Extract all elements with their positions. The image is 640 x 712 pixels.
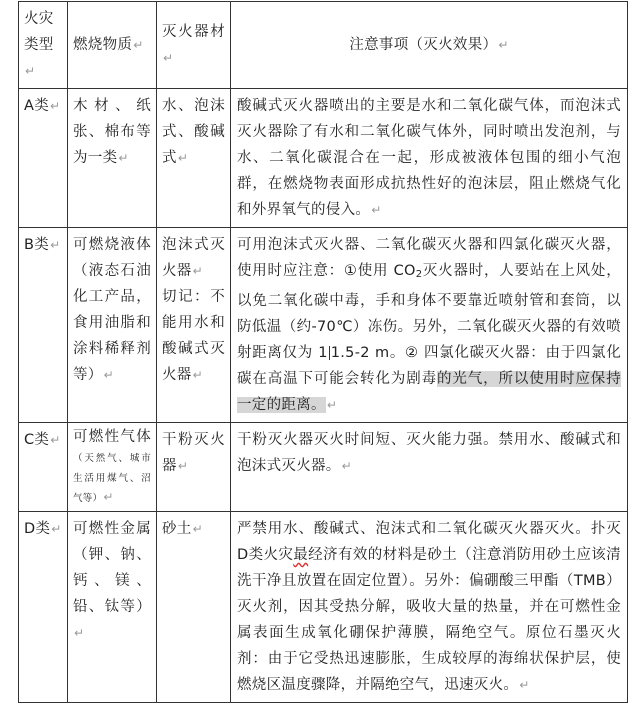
paragraph-mark: ↵ [51,522,62,536]
cell-extinguisher [157,228,231,423]
cell-material [68,512,157,703]
cell-notes [231,512,628,703]
paragraph-mark: ↵ [50,238,61,252]
paragraph-mark: ↵ [50,99,61,113]
paragraph-mark: ↵ [163,51,174,65]
cell-notes [231,89,628,228]
table-row-a [19,89,628,228]
paragraph-mark: ↵ [341,459,352,473]
paragraph-mark: ↵ [192,368,203,382]
paragraph-mark: ↵ [326,398,338,412]
header-material-label: 燃烧物质 [73,37,133,53]
cell-extinguisher [157,512,231,703]
paragraph-mark: ↵ [74,626,85,640]
paragraph-mark: ↵ [192,522,203,536]
cell-type [19,512,68,703]
cell-type [19,89,68,228]
table-header-row [19,2,628,89]
notes-text: 可用泡沫式灭火器、二氧化碳灭火器和四氯化碳灭火器，使用时应注意：①使用 CO [237,237,621,279]
header-extinguisher-label: 灭火器材 [162,24,225,40]
paragraph-mark: ↵ [498,38,509,52]
extinguisher-text: 泡沫式灭火器 [162,237,225,279]
header-extinguisher [157,2,231,89]
paragraph-mark: ↵ [103,490,114,504]
cell-extinguisher [157,423,231,512]
paragraph-mark: ↵ [103,368,114,382]
cell-material [68,423,157,512]
cell-notes [231,228,628,423]
notes-text-continued: 灭火器时，人要站在上风处，以免二氧化碳中毒，手和身体不要靠近喷射管和套筒，以防低温（约-70℃）冻伤。另外，二氧化碳灭火器的有效喷射距离仅为 1 [237,263,621,361]
paragraph-mark: ↵ [177,459,189,473]
cell-type [19,228,68,423]
material-note-small: （天然气、城市生活用煤气、沼气等） [73,453,151,504]
cell-material [68,89,157,228]
header-fire-type-label: 火灾类型 [24,11,54,53]
material-text: 可燃烧液体（液态石油化工产品，食用油脂和涂料稀释剂等） [73,237,151,383]
text-cursor [329,346,330,360]
paragraph-mark: ↵ [192,264,203,278]
paragraph-mark: ↵ [371,203,382,217]
extinguisher-text: 水、泡沫式、酸碱式 [162,98,225,166]
notes-highlighted-text: 的光气，所以使用时应保持一定的距离。 [237,371,621,413]
notes-text-range: 1.5-2 m。② 四氯化碳灭火器：由于四氯化碳在高温下可能会转化为剧毒 [237,345,621,387]
notes-text: 干粉灭火器灭火时间短、灭火能力强。禁用水、酸碱式和泡沫式灭火器。 [237,432,621,474]
table-row-b [19,228,628,423]
table-row-d [19,512,628,703]
notes-text: 酸碱式灭火器喷出的主要是水和二氧化碳气体，而泡沫式灭火器除了有水和二氧化碳气体外，同时喷出发泡剂，与水、二氧化碳混合在一起，形成被液体包围的细小气泡群，在燃烧物表面形成抗热性好的泡沫层，阻止燃烧气化和外界氧气的侵入。 [237,98,621,218]
spellcheck-underlined-text: 最 [293,547,309,563]
cell-material [68,228,157,423]
cell-extinguisher [157,89,231,228]
header-fire-type [19,2,68,89]
cell-notes [231,423,628,512]
paragraph-mark: ↵ [25,64,36,78]
paragraph-mark: ↵ [177,151,189,165]
material-text: 木材、纸张、棉布等为一类 [73,98,151,166]
material-text: 可燃性金属（钾、钠、钙、镁、铅、钛等） [73,521,151,615]
header-notes [231,2,628,89]
fire-extinguisher-table [18,1,628,703]
fire-type-label: B类 [24,237,50,253]
fire-type-label: C类 [24,432,50,448]
paragraph-mark: ↵ [133,38,144,52]
header-notes-label: 注意事项（灭火效果） [349,37,498,53]
header-material [68,2,157,89]
fire-type-label: A类 [24,98,50,114]
notes-text-continued: 经济有效的材料是砂土（注意消防用砂土应该清洗干净且放置在固定位置）。另外：偏硼酸三甲酯（TMB）灭火剂，因其受热分解，吸收大量的热量，并在可燃性金属表面生成氧化硼保护薄膜，隔绝空气。原位石墨灭火剂：由于它受热迅速膨胀，生成较厚的海绵状保护层，使燃烧区温度骤降，并隔绝空气，迅速灭火。 [237,547,621,693]
extinguisher-text: 干粉灭火器 [162,432,225,474]
cell-type [19,423,68,512]
fire-type-label: D类 [24,521,51,537]
material-text: 可燃性气体 [73,429,151,445]
extinguisher-text: 砂土 [162,521,192,537]
notes-subscript: 2 [415,269,423,280]
notes-text: 严禁用水、酸碱式、泡沫式和二氧化碳灭火器灭火。扑灭 D类火灾 [237,521,621,563]
table-row-c [19,423,628,512]
paragraph-mark: ↵ [50,433,61,447]
paragraph-mark: ↵ [519,678,530,692]
paragraph-mark: ↵ [118,151,129,165]
extinguisher-warning-text: 切记：不能用水和酸碱式灭火器 [162,289,225,383]
